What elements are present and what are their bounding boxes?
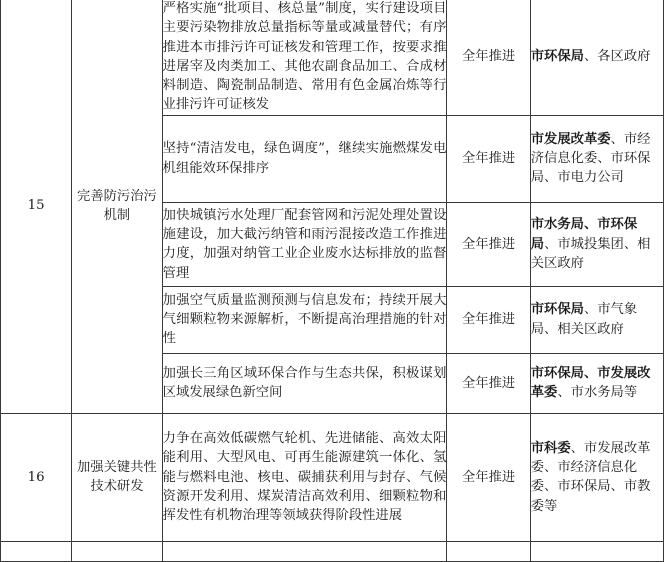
table-row [1, 413, 664, 541]
table-row [1, 0, 664, 115]
responsible-departments [530, 413, 663, 541]
table-cell [162, 541, 447, 561]
lead-department: 市环保局 [530, 302, 584, 318]
table-cell [72, 541, 163, 561]
supporting-departments: 、市气象局、相关区政府 [530, 302, 638, 337]
timeline: 全年推进 [447, 0, 530, 115]
timeline: 全年推进 [447, 353, 530, 413]
lead-department: 市环保局 [530, 49, 584, 65]
timeline: 全年推进 [447, 202, 530, 286]
table-cell [447, 541, 530, 561]
item-number: 16 [1, 413, 72, 541]
supporting-departments: 、市发展改革委、市经济信息化委、市环保局、市教委等 [530, 440, 651, 514]
supporting-departments: 、市城投集团、相关区政府 [530, 236, 651, 271]
measure-content: 加快城镇污水处理厂配套管网和污泥处理处置设施建设，加大截污纳管和雨污混接改造工作推进力度，加强对纳管工业企业废水达标排放的监督管理 [162, 202, 447, 286]
item-number: 15 [1, 0, 72, 413]
measure-content: 加强空气质量监测预测与信息发布；持续开展大气细颗粒物来源解析，不断提高治理措施的针对性 [162, 286, 447, 353]
timeline: 全年推进 [447, 413, 530, 541]
timeline: 全年推进 [447, 115, 530, 202]
supporting-departments: 、市水务局等 [557, 385, 638, 401]
lead-department: 市水务局、市环保局 [530, 217, 638, 252]
responsible-departments [530, 115, 663, 202]
table-cell [530, 541, 663, 561]
measure-content: 严格实施“批项目、核总量”制度，实行建设项目主要污染物排放总量指标等量或减量替代；有序推进本市排污许可证核发和管理工作，按要求推进屠宰及肉类加工、其他农副食品加工、合成材料制造、陶瓷制品制造、常用有色金属冶炼等行业排污许可证核发 [162, 0, 447, 115]
responsible-departments [530, 286, 663, 353]
measure-content: 坚持“清洁发电，绿色调度”，继续实施燃煤发电机组能效环保排序 [162, 115, 447, 202]
lead-department: 市环保局、市发展改革委 [530, 365, 651, 401]
measure-content: 力争在高效低碳燃气轮机、先进储能、高效太阳能利用、大型风电、可再生能源建筑一体化、氢能与燃料电池、核电、碳捕获利用与封存、气候资源开发利用、煤炭清洁高效利用、细颗粒物和挥发性有机物治理等领域获得阶段性进展 [162, 413, 447, 541]
supporting-departments: 、各区政府 [583, 49, 651, 65]
table-row [1, 541, 664, 561]
responsible-departments [530, 0, 663, 115]
lead-department: 市发展改革委 [530, 131, 611, 147]
task-title: 加强关键共性技术研发 [72, 413, 163, 541]
lead-department: 市科委 [530, 440, 571, 456]
responsible-departments [530, 202, 663, 286]
supporting-departments: 、市经济信息化委、市环保局、市电力公司 [530, 131, 651, 186]
table-cell [1, 541, 72, 561]
measure-content: 加强长三角区域环保合作与生态共保，积极谋划区域发展绿色新空间 [162, 353, 447, 413]
responsible-departments [530, 353, 663, 413]
timeline: 全年推进 [447, 286, 530, 353]
task-title: 完善防污治污机制 [72, 0, 163, 413]
